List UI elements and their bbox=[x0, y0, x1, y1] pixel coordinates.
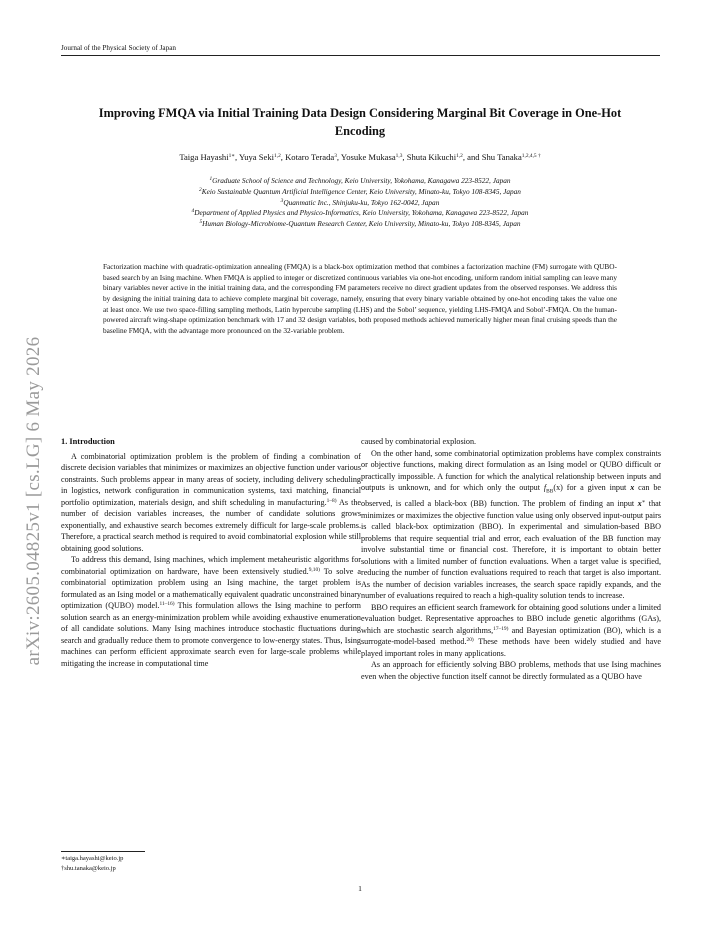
math-x: x bbox=[630, 483, 635, 492]
author-sup: 1,2 bbox=[274, 153, 281, 159]
text: On the other hand, some combinatorial optimization problems have complex constraints or objective functions, making direct formulation as an Ising model or QUBO difficult or practically impossible. A function for which the analytical relationship between inputs and outputs is unknown, and for which only the output bbox=[361, 448, 661, 492]
text: As an approach for efficiently solving BBO problems, methods that use Ising machines even when the objective function itself cannot be directly formulated as a QUBO have bbox=[361, 660, 661, 681]
affiliation-text: Department of Applied Physics and Physico-Informatics, Keio University, Yokohama, Kanagawa 223-8522, Japan bbox=[194, 208, 529, 218]
affiliation-sup: 5 bbox=[199, 219, 203, 226]
affiliation bbox=[80, 187, 640, 198]
affiliation bbox=[80, 208, 640, 219]
affiliation-text: Human Biology-Microbiome-Quantum Research Center, Keio University, Minato-ku, Tokyo 108-8345, Japan bbox=[202, 219, 521, 229]
text: can be observed, is called a black-box (BB) function. The problem of finding an input bbox=[361, 483, 661, 509]
math-star: ∗ bbox=[641, 499, 646, 506]
math-f: f bbox=[543, 483, 547, 492]
text: This formulation allows the Ising machine to perform solution search as an energy-minimization problem while avoiding exhaustive enumeration of all candidate solutions. Many Ising machines introduce stochastic fluctuations during search and gradually reduce them to promote convergence to low-energy states. Thus, Ising machines can perform efficient approximate search even for large-scale problems while mitigating the increase in computational time bbox=[61, 601, 361, 668]
left-column bbox=[61, 436, 361, 669]
affiliation-sup: 1 bbox=[209, 176, 213, 182]
author-sup: 1,3 bbox=[395, 153, 403, 159]
text: As the number of decision variables increases, the number of candidate solutions grows exponentially, and exhaustive search becomes extremely difficult for large-scale problems. Therefore, a practical search method is required to avoid combinatorial explosion while still obtaining good solutions. bbox=[61, 497, 361, 553]
math-arg: (x) bbox=[553, 483, 563, 492]
footnote-rule bbox=[61, 851, 145, 852]
section-title: 1. Introduction bbox=[61, 437, 115, 446]
author: Yuya Seki bbox=[238, 152, 275, 162]
affiliation-text: Graduate School of Science and Technology, Keio University, Yokohama, Kanagawa 223-8522, Japan bbox=[212, 176, 511, 185]
text: These methods have been widely studied and have played important roles in many applications. bbox=[361, 637, 661, 658]
author-sup: 1,2 bbox=[456, 153, 463, 159]
affiliation-text: Keio Sustainable Quantum Artificial Intelligence Center, Keio University, Minato-ku, Tokyo 108-8345, Japan bbox=[201, 186, 521, 196]
affiliation bbox=[80, 198, 640, 209]
citation: 20) bbox=[466, 637, 474, 644]
citation: 1–8) bbox=[326, 497, 337, 504]
author: Shu Tanaka bbox=[481, 152, 522, 162]
affiliation-sup: 4 bbox=[191, 208, 195, 215]
affiliation bbox=[80, 176, 640, 187]
arxiv-id: arXiv:2605.04825v1 [cs.LG] 6 May 2026 bbox=[23, 336, 44, 666]
header-rule bbox=[61, 55, 660, 56]
page-number: 1 bbox=[358, 884, 362, 893]
math-x: x bbox=[637, 499, 642, 509]
footnote-email: †shu.tanaka@keio.jp bbox=[61, 864, 116, 872]
affiliation-list bbox=[80, 176, 640, 230]
text: for a given input bbox=[562, 483, 631, 492]
text: A combinatorial optimization problem is the problem of finding a combination of discrete decision variables that minimizes or maximizes an objective function under various constraints. Such problems appear in many areas of society, including delivery scheduling in logistics, network configuration in communication systems, taxi matching, financial portfolio optimization, materials design, and shift scheduling in manufacturing. bbox=[61, 451, 361, 507]
footnotes bbox=[61, 854, 123, 873]
text: BBO requires an efficient search framework for obtaining good solutions under a limited evaluation budget. Representative approaches to BBO include genetic algorithms (GAs), which are stochastic search algorithms, bbox=[361, 602, 661, 635]
text: To address this demand, Ising machines, which implement metaheuristic algorithms for combinatorial optimization on hardware, have been extensively studied. bbox=[61, 555, 361, 576]
citation: 11–16) bbox=[159, 601, 175, 607]
paragraph bbox=[361, 602, 661, 660]
text: and Bayesian optimization (BO), which is a surrogate-model-based method. bbox=[361, 625, 661, 647]
abstract: Factorization machine with quadratic-optimization annealing (FMQA) is a black-box optimization method that combines a factorization machine (FM) surrogate with QUBO-based search by an Ising machine. When FMQA is applied to integer or discretized continuous variables via one-hot encoding, uniform random initial sampling can leave many binary variables never active in the initial training data, and the corresponding FM parameters receive no direct gradient updates from the observed responses. We address this by designing the initial training data to achieve complete marginal bit coverage, namely, ensuring that every binary variable obtained by one-hot encoding takes the value one at least once. We use two space-filling sampling methods, Latin hypercube sampling (LHS) and the Sobol’ sequence, yielding LHS-FMQA and Sobol’-FMQA. On the human-powered aircraft wing-shape optimization benchmark with 17 and 32 design variables, both proposed methods achieved numerically higher mean final cruising speeds than the baseline FMQA, with the advantage more pronounced on the 32-variable problem. bbox=[103, 262, 617, 335]
paragraph bbox=[61, 451, 361, 555]
affiliation-sup: 3 bbox=[280, 197, 284, 204]
paper-title: Improving FMQA via Initial Training Data Design Considering Marginal Bit Coverage in One-Hot Encoding bbox=[98, 106, 622, 138]
paragraph bbox=[361, 659, 661, 682]
citation: 17–19) bbox=[493, 625, 509, 632]
paragraph bbox=[361, 448, 661, 602]
text: caused by combinatorial explosion. bbox=[361, 437, 477, 446]
right-column bbox=[361, 436, 661, 682]
author-sup: 3 bbox=[334, 153, 337, 159]
author: Kotaro Terada bbox=[285, 152, 335, 162]
paragraph bbox=[361, 436, 661, 448]
math-sub: BB bbox=[546, 488, 554, 495]
author: Taiga Hayashi bbox=[179, 152, 229, 162]
author: Shuta Kikuchi bbox=[406, 152, 457, 162]
footnote-email: ∗taiga.hayashi@keio.jp bbox=[61, 855, 124, 862]
author-sup: 1∗ bbox=[228, 153, 235, 159]
affiliation bbox=[80, 219, 640, 230]
text: that minimizes or maximizes the objective function value using only observed input-output pairs is called black-box optimization (BBO). In experimental and simulation-based BBO problems that require sequential trial and error, each evaluation of the BB function may involve substantial time or financial cost. Therefore, it is important to obtain better solutions with a limited number of function evaluations. When a target value is specified, reducing the number of function evaluations required to reach that target is also important. As the number of decision variables increases, the search space rapidly expands, and the number of evaluations required to reach a high-quality solution tends to increase. bbox=[361, 499, 661, 601]
journal-name: Journal of the Physical Society of Japan bbox=[61, 44, 176, 52]
text: To solve a combinatorial optimization problem using an Ising machine, the target problem is formulated as an Ising model or a mathematically equivalent quadratic unconstrained binary optimization (QUBO) model. bbox=[61, 566, 361, 610]
affiliation-text: Quanmatic Inc., Shinjuku-ku, Tokyo 162-0042, Japan bbox=[283, 197, 440, 207]
author-sup: 1,2,4,5 † bbox=[521, 153, 541, 159]
paragraph bbox=[61, 554, 361, 669]
affiliation-sup: 2 bbox=[199, 186, 202, 193]
author-list: Taiga Hayashi$^{1∗}$, Yuya Seki$^{1,2}$, Kotaro Terada$^3$, Yosuke Mukasa$^{1,3}$, Shuta Kikuchi$^{1,2}$, and Shu Tanaka$^{1,2,4,5 \dagger}$ bbox=[179, 152, 541, 162]
citation: 9,10) bbox=[308, 566, 320, 573]
arxiv-stamp bbox=[22, 266, 46, 736]
author: Yosuke Mukasa bbox=[340, 152, 396, 162]
